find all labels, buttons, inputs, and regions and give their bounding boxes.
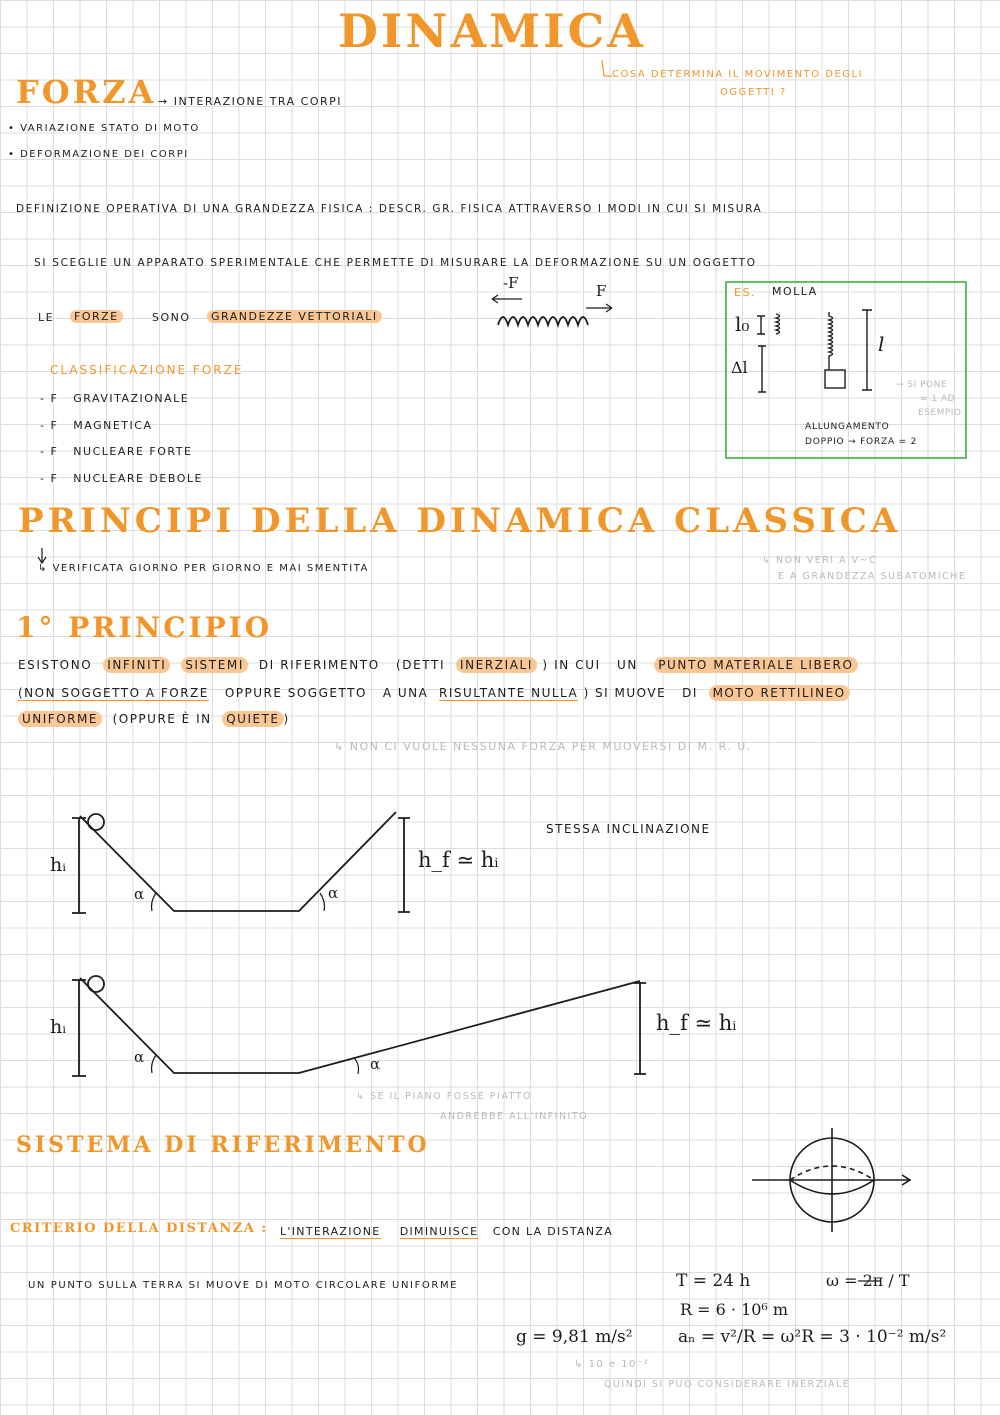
principi-note: ↳ VERIFICATA GIORNO PER GIORNO E MAI SMENTITA	[38, 563, 369, 574]
forza-bullet-2: • DEFORMAZIONE DEI CORPI	[8, 149, 189, 160]
primo-line-3-w2: QUIETE	[222, 711, 283, 727]
diagram1-ramps	[72, 812, 410, 913]
classificazione-item-1: - F GRAVITAZIONALE	[40, 392, 190, 405]
title-note-1: COSA DETERMINA IL MOVIMENTO DEGLI	[612, 69, 864, 80]
apparato-text: SI SCEGLIE UN APPARATO SPERIMENTALE CHE PERMETTE DI MISURARE LA DEFORMAZIONE SU UN OGGETTO	[34, 257, 757, 269]
l-label: l	[878, 332, 885, 356]
primo-line-2-w3: RISULTANTE NULLA	[438, 686, 579, 700]
primo-line-1-w2: SISTEMI	[181, 657, 248, 673]
es-side-note-3: ESEMPIO	[918, 408, 962, 418]
principi-arrow	[38, 548, 46, 563]
es-side-note-1: → SI PONE	[896, 380, 948, 390]
period-formula: T = 24 h	[676, 1271, 751, 1291]
forza-bullet-1: • VARIAZIONE STATO DI MOTO	[8, 123, 200, 134]
principi-grey-note-1: ↳ NON VERI A V~C	[762, 555, 878, 566]
es-label: ES.	[734, 286, 756, 299]
punto-terra-text: UN PUNTO SULLA TERRA SI MUOVE DI MOTO CIRCOLARE UNIFORME	[28, 1280, 459, 1291]
es-note-2: DOPPIO → FORZA = 2	[805, 437, 918, 447]
es-note-1: ALLUNGAMENTO	[805, 422, 890, 432]
es-box-drawing	[757, 310, 872, 392]
primo-line-1-w7: UN	[616, 658, 638, 672]
diagram1-hf-label: h_f ≃ hᵢ	[418, 848, 499, 872]
primo-grey-note: ↳ NON CI VUOLE NESSUNA FORZA PER MUOVERSI DI M. R. U.	[334, 740, 752, 753]
diagram2-hi-label: hᵢ	[50, 1016, 67, 1038]
spring-f-label: F	[596, 282, 607, 300]
criterio-w0: L'INTERAZIONE	[280, 1225, 381, 1238]
delta-l-label: Δl	[731, 358, 748, 377]
title-note-arrow	[602, 60, 612, 76]
inerziale-grey-note: QUINDI SI PUÒ CONSIDERARE INERZIALE	[604, 1379, 851, 1390]
omega-formula: ω = 2π / T	[826, 1271, 910, 1290]
globe-drawing	[752, 1128, 910, 1232]
primo-line-1-w1: INFINITI	[103, 657, 170, 673]
primo-line-2-w6: MOTO RETTILINEO	[709, 685, 850, 701]
criterio-w2: CON LA DISTANZA	[492, 1225, 614, 1238]
criterio-w1: DIMINUISCE	[399, 1225, 479, 1238]
primo-line-1-w3: DI RIFERIMENTO	[258, 658, 380, 672]
diagram1-alpha-right: α	[328, 884, 339, 902]
forza-arrow-note: → INTERAZIONE TRA CORPI	[158, 95, 342, 108]
sistema-heading: SISTEMA DI RIFERIMENTO	[16, 1132, 430, 1158]
diagram2-grey-note-1: ↳ SE IL PIANO FOSSE PIATTO	[356, 1091, 533, 1102]
principi-heading: PRINCIPI DELLA DINAMICA CLASSICA	[18, 501, 902, 541]
l0-label: l₀	[735, 312, 750, 336]
primo-heading: 1° PRINCIPIO	[16, 611, 273, 644]
primo-line-1-w4: (DETTI	[396, 658, 446, 672]
diagram2-grey-note-2: ANDREBBE ALL'INFINITO	[440, 1111, 589, 1122]
diagram1-alpha-left: α	[134, 885, 145, 903]
diagram2-alpha-right: α	[370, 1055, 381, 1073]
definizione-text: DEFINIZIONE OPERATIVA DI UNA GRANDEZZA FISICA : DESCR. GR. FISICA ATTRAVERSO I MODI IN CUI SI MISURA	[16, 203, 763, 215]
classificazione-heading: CLASSIFICAZIONE FORZE	[50, 363, 244, 377]
primo-line-1-w8: PUNTO MATERIALE LIBERO	[654, 657, 857, 673]
diagram2-alpha-left: α	[134, 1048, 145, 1066]
diagram2-ramps	[72, 976, 646, 1076]
grandezze-highlight: GRANDEZZE VETTORIALI	[207, 310, 382, 323]
spring-minus-f-label: -F	[503, 274, 519, 292]
primo-line-3-w1: (OPPURE È IN	[112, 712, 212, 726]
primo-line-1-w0: ESISTONO	[18, 658, 93, 672]
molla-label: MOLLA	[772, 285, 818, 298]
classificazione-item-4: - F NUCLEARE DEBOLE	[40, 472, 203, 485]
primo-line-3-w3: )	[283, 712, 290, 726]
radius-formula: R = 6 · 10⁶ m	[680, 1300, 789, 1319]
page-title: DINAMICA	[338, 4, 646, 58]
title-note-2: OGGETTI ?	[720, 87, 787, 98]
es-side-note-2: = 1 AD	[920, 394, 956, 404]
diagram2-hf-label: h_f ≃ hᵢ	[656, 1011, 737, 1035]
principi-grey-note-2: E A GRANDEZZA SUBATOMICHE	[778, 571, 967, 582]
primo-line-2-w4: ) SI MUOVE	[583, 686, 667, 700]
primo-line-2-w1: OPPURE SOGGETTO	[224, 686, 367, 700]
primo-line-3-w0: UNIFORME	[18, 711, 102, 727]
primo-line-2-w2: A UNA	[382, 686, 429, 700]
le-word: LE	[38, 311, 55, 324]
classificazione-item-3: - F NUCLEARE FORTE	[40, 445, 193, 458]
sono-word: SONO	[152, 311, 191, 324]
primo-line-1-w6: ) IN CUI	[542, 658, 601, 672]
an-formula: aₙ = v²/R = ω²R = 3 · 10⁻² m/s²	[678, 1327, 947, 1347]
primo-line-2-w5: DI	[682, 686, 698, 700]
criterio-label: CRITERIO DELLA DISTANZA :	[10, 1221, 268, 1236]
stessa-inclinazione-label: STESSA INCLINAZIONE	[546, 822, 711, 836]
classificazione-item-2: - F MAGNETICA	[40, 419, 153, 432]
grey-small-values: ↳ 10 e 10⁻²	[574, 1359, 650, 1370]
forze-highlight: FORZE	[70, 310, 123, 323]
forza-heading: FORZA	[16, 73, 157, 111]
diagram1-hi-label: hᵢ	[50, 854, 67, 876]
primo-line-2-w0: (NON SOGGETTO A FORZE	[18, 686, 209, 700]
primo-line-1-w5: INERZIALI	[456, 657, 537, 673]
spring-drawing	[492, 295, 612, 325]
g-formula: g = 9,81 m/s²	[516, 1327, 633, 1347]
